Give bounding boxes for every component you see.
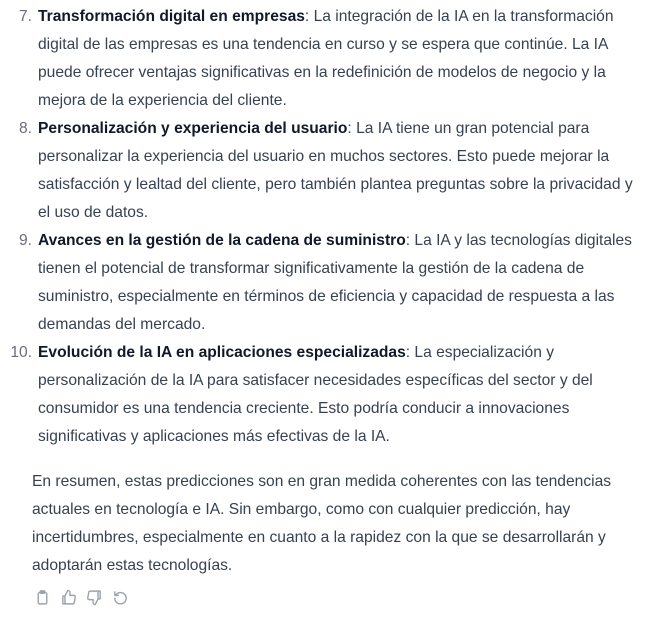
item-text: : La IA tiene un gran potencial para personalizar la experiencia del usuario en muchos sectores. Esto puede mejorar la satisfacción y lealtad del cliente, pero también plantea preguntas sobre la privacidad y el uso de datos. bbox=[38, 120, 633, 221]
regenerate-icon bbox=[112, 589, 129, 606]
thumbs-up-icon bbox=[60, 589, 77, 606]
regenerate-button[interactable] bbox=[110, 587, 130, 607]
list-item bbox=[0, 115, 664, 227]
list-item bbox=[0, 227, 664, 339]
item-title: Evolución de la IA en aplicaciones especializadas bbox=[38, 344, 406, 361]
copy-icon bbox=[34, 589, 51, 606]
prediction-list bbox=[0, 3, 664, 451]
thumbs-down-icon bbox=[86, 589, 103, 606]
list-number: 7. bbox=[18, 8, 32, 25]
item-title: Transformación digital en empresas bbox=[38, 8, 305, 25]
message-actions bbox=[0, 587, 664, 607]
item-text: : La integración de la IA en la transformación digital de las empresas es una tendencia en curso y se espera que continúe. La IA puede ofrecer ventajas significativas en la redefinición de modelos de negocio y la mejora de la experiencia del cliente. bbox=[38, 8, 614, 109]
item-text: : La especialización y personalización de la IA para satisfacer necesidades específicas del sector y del consumidor es una tendencia creciente. Esto podría conducir a innovaciones significativas y aplicaciones más efectivas de la IA. bbox=[38, 344, 593, 445]
item-title: Personalización y experiencia del usuario bbox=[38, 120, 348, 137]
item-title: Avances en la gestión de la cadena de suministro bbox=[38, 232, 406, 249]
thumbs-down-button[interactable] bbox=[84, 587, 104, 607]
list-number: 10. bbox=[10, 344, 32, 361]
summary-paragraph: En resumen, estas predicciones son en gran medida coherentes con las tendencias actuales en tecnología e IA. Sin embargo, como con cualquier predicción, hay incertidumbres, especialmente en cuanto a la rapidez con la que se desarrollarán y adoptarán estas tecnologías. bbox=[32, 473, 612, 574]
item-text: : La IA y las tecnologías digitales tienen el potencial de transformar significativamente la gestión de la cadena de suministro, especialmente en términos de eficiencia y capacidad de respuesta a las demandas del mercado. bbox=[38, 232, 632, 333]
list-item bbox=[0, 3, 664, 115]
thumbs-up-button[interactable] bbox=[58, 587, 78, 607]
list-number: 9. bbox=[18, 232, 32, 249]
list-number: 8. bbox=[18, 120, 32, 137]
list-item bbox=[0, 339, 664, 451]
copy-button[interactable] bbox=[32, 587, 52, 607]
